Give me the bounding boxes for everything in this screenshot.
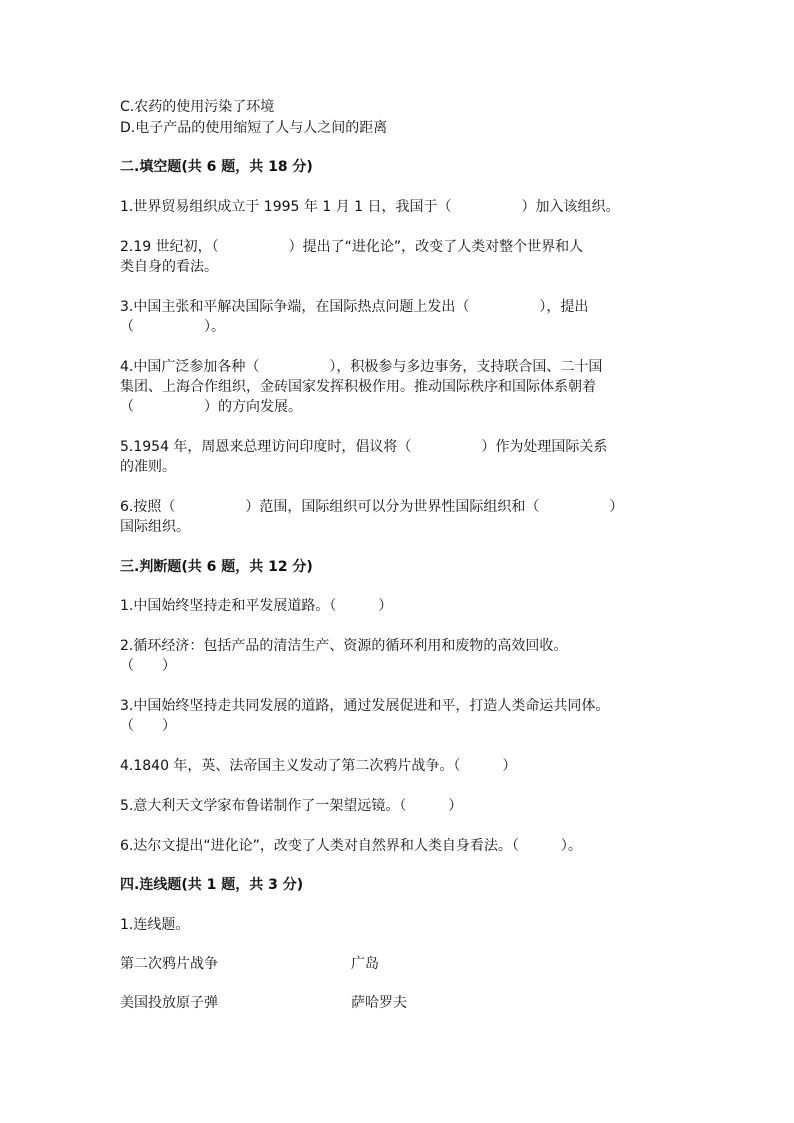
- fill-question-4: 4.中国广泛参加各种（ ），积极参与多边事务，支持联合国、二十国: [120, 359, 603, 375]
- fill-question-5-cont: 的准则。: [120, 459, 176, 475]
- judge-question-2: 2.循环经济：包括产品的清洁生产、资源的循环利用和废物的高效回收。: [120, 638, 568, 654]
- judge-question-1: 1.中国始终坚持走和平发展道路。（ ）: [120, 598, 393, 614]
- fill-question-2: 2.19 世纪初，（ ）提出了“进化论”，改变了人类对整个世界和人: [120, 239, 584, 255]
- judge-question-3: 3.中国始终坚持走共同发展的道路，通过发展促进和平，打造人类命运共同体。: [120, 698, 610, 714]
- matching-right-item: 萨哈罗夫: [351, 995, 407, 1011]
- judge-question-2-cont: （ ）: [120, 658, 176, 674]
- matching-left-item: 美国投放原子弹: [120, 995, 218, 1011]
- fill-question-4-cont2: （ ）的方向发展。: [120, 399, 302, 415]
- judge-question-6: 6.达尔文提出“进化论”，改变了人类对自然界和人类自身看法。（ ）。: [120, 838, 582, 854]
- matching-question-1: 1.连线题。: [120, 917, 190, 933]
- matching-right-item: 广岛: [351, 956, 379, 972]
- option-d: D.电子产品的使用缩短了人与人之间的距离: [120, 120, 388, 136]
- option-c: C.农药的使用污染了环境: [120, 99, 275, 115]
- judge-question-4: 4.1840 年，英、法帝国主义发动了第二次鸦片战争。（ ）: [120, 758, 517, 774]
- matching-left-item: 第二次鸦片战争: [120, 956, 218, 972]
- fill-question-1: 1.世界贸易组织成立于 1995 年 1 月 1 日，我国于（ ）加入该组织。: [120, 199, 620, 215]
- fill-question-6: 6.按照（ ）范围，国际组织可以分为世界性国际组织和（ ）: [120, 499, 624, 515]
- fill-question-3: 3.中国主张和平解决国际争端，在国际热点问题上发出（ ），提出: [120, 299, 589, 315]
- judge-question-3-cont: （ ）: [120, 718, 176, 734]
- fill-question-5: 5.1954 年，周恩来总理访问印度时，倡议将（ ）作为处理国际关系: [120, 439, 608, 455]
- fill-question-3-cont: （ ）。: [120, 319, 225, 335]
- section-heading-fill-blank: 二.填空题(共 6 题，共 18 分): [120, 159, 313, 175]
- fill-question-2-cont: 类自身的看法。: [120, 259, 218, 275]
- fill-question-4-cont: 集团、上海合作组织，金砖国家发挥积极作用。推动国际秩序和国际体系朝着: [120, 379, 596, 395]
- section-heading-true-false: 三.判断题(共 6 题，共 12 分): [120, 559, 313, 575]
- section-heading-matching: 四.连线题(共 1 题，共 3 分): [120, 877, 304, 893]
- judge-question-5: 5.意大利天文学家布鲁诺制作了一架望远镜。（ ）: [120, 798, 463, 814]
- fill-question-6-cont: 国际组织。: [120, 519, 190, 535]
